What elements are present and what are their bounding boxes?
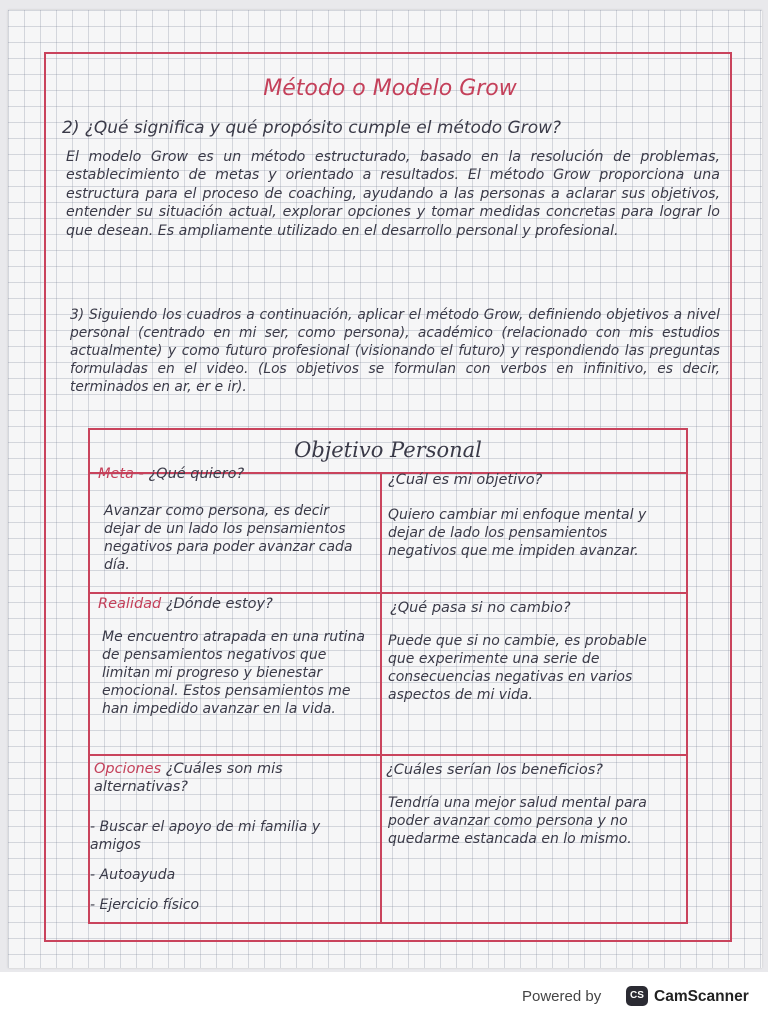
cell-header-meta: Meta - ¿Qué quiero? — [98, 466, 245, 482]
scanner-footer — [0, 972, 768, 1024]
cell-answer-meta: Avanzar como persona, es decir dejar de un lado los pensamientos negativos para poder avanzar cada día. — [104, 503, 353, 573]
page-title: Método o Modelo Grow — [263, 76, 517, 101]
camscanner-logo-icon: CS — [626, 986, 648, 1006]
cell-header-opciones: Opciones ¿Cuáles son mis alternativas? — [94, 761, 283, 795]
cell-header-consecuencias: ¿Qué pasa si no cambio? — [390, 600, 571, 616]
cell-answer-realidad: Me encuentro atrapada en una rutina de pensamientos negativos que limitan mi progreso y bienestar emocional. Estos pensamientos me han impedido avanzar en la vida. — [102, 629, 365, 717]
cell-answer-objetivo: Quiero cambiar mi enfoque mental y dejar de lado los pensamientos negativos que me impiden avanzar. — [388, 507, 647, 559]
table-divider — [90, 754, 686, 756]
cell-answer-beneficios: Tendría una mejor salud mental para poder avanzar como persona y no quedarme estancada en lo mismo. — [388, 795, 647, 847]
camscanner-brand: CamScanner — [654, 988, 749, 1005]
option-item: - Ejercicio físico — [90, 897, 200, 913]
cell-header-objetivo: ¿Cuál es mi objetivo? — [388, 472, 543, 488]
cell-answer-opciones — [90, 818, 372, 914]
table-divider — [380, 472, 382, 922]
table-divider — [90, 592, 686, 594]
question-2: 2) ¿Qué significa y qué propósito cumple el método Grow? — [62, 118, 562, 138]
table-title: Objetivo Personal — [294, 438, 482, 462]
powered-by-text: Powered by — [522, 988, 602, 1005]
question-3: 3) Siguiendo los cuadros a continuación, aplicar el método Grow, definiendo objetivos a nivel personal (centrado en mi ser, como persona), académico (relacionado con mis estudios actualmente) y como futuro profesional (visionando el futuro) y respondiendo las preguntas formuladas en el video. (Los objetivos se formulan con verbos en infinitivo, es decir, terminados en ar, er e ir). — [70, 307, 720, 395]
option-item: - Autoayuda — [90, 867, 176, 883]
cell-header-realidad: Realidad ¿Dónde estoy? — [98, 596, 273, 612]
option-item: - Buscar el apoyo de mi familia y amigos — [90, 819, 321, 853]
cell-header-beneficios: ¿Cuáles serían los beneficios? — [386, 762, 603, 778]
cell-answer-consecuencias: Puede que si no cambie, es probable que experimente una serie de consecuencias negativas en varios aspectos de mi vida. — [388, 633, 647, 703]
answer-2: El modelo Grow es un método estructurado, basado en la resolución de problemas, establecimiento de metas y orientado a resultados. El método Grow proporciona una estructura para el proceso de coaching, ayudando a las personas a aclarar sus objetivos, entender su situación actual, explorar opciones y tomar medidas concretas para lograr lo que desean. Es ampliamente utilizado en el desarrollo personal y profesional. — [66, 149, 720, 239]
grow-table — [88, 428, 688, 924]
